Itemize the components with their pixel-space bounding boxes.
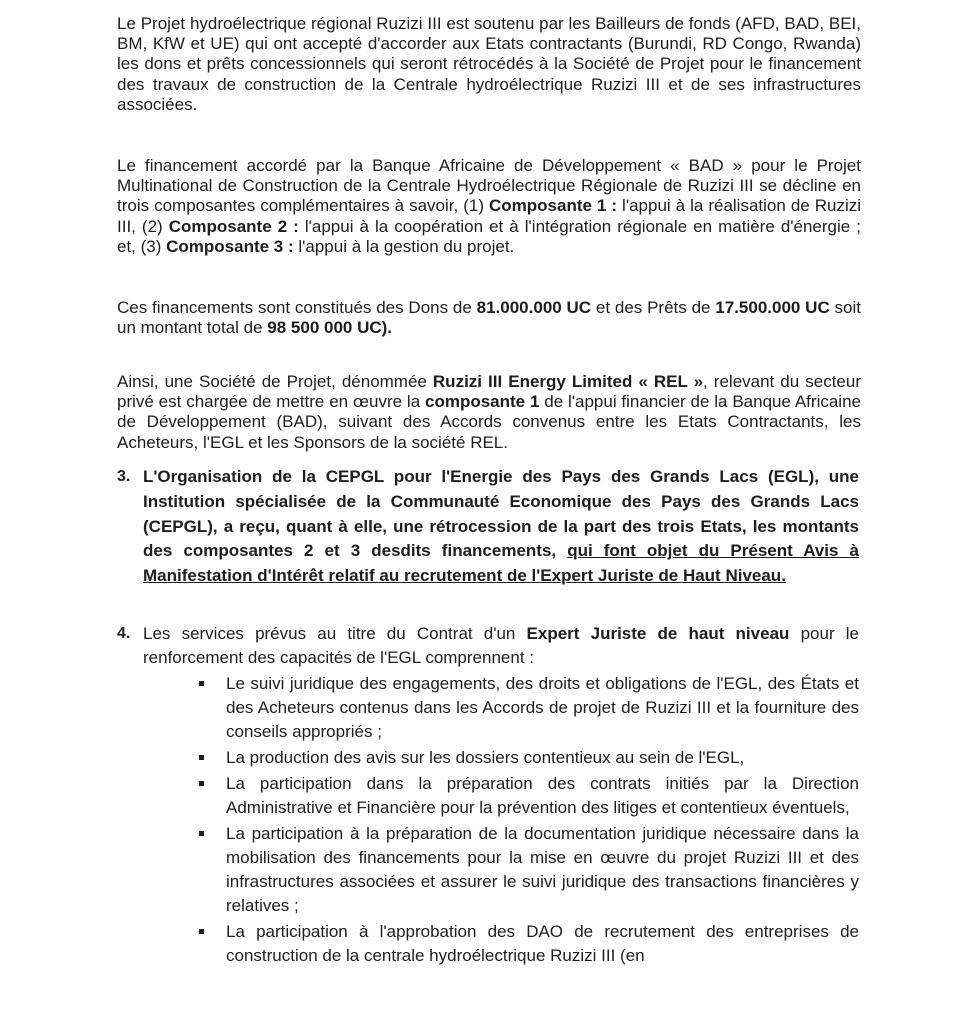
text-segment: Ces financements sont constitués des Dons de [117,298,477,317]
bullet-text: Le suivi juridique des engagements, des droits et obligations de l'EGL, des États et des Acheteurs contenus dans les Accords de projet de Ruzizi III et la fourniture des conseils appropriés ; [226,674,859,741]
bold-prets-amount: 17.500.000 UC [715,298,830,317]
bold-expert-title: Expert Juriste de haut niveau [526,624,790,643]
paragraph-montants [117,298,861,338]
bullet-text: La production des avis sur les dossiers contentieux au sein de l'EGL, [226,748,745,767]
list-item-3 [143,465,859,589]
text-segment: de l'appui financier de la Banque Africaine de Développement (BAD), suivant des Accords convenus entre les Etats Contractants, les Acheteurs, l'EGL et les Sponsors de la société REL. [117,392,861,452]
paragraph-bailleurs: Le Projet hydroélectrique régional Ruzizi III est soutenu par les Bailleurs de fonds (AFD, BAD, BEI, BM, KfW et UE) qui ont accepté d'accorder aux Etats contractants (Burundi, RD Congo, Rwanda) les dons et prêts concessionnels qui seront rétrocédés à la Société de Projet pour le financement des travaux de construction de la Centrale hydroélectrique Ruzizi III et de ses infrastructures associées. [117,14,861,114]
bullet-square-icon [199,831,204,836]
bold-composante-1: composante 1 [424,392,540,412]
underlined-text: qui font objet du Présent Avis à Manifestation d'Intérêt relatif au recrutement de l'Expert Juriste de Haut Niveau. [143,541,859,586]
list-item-4 [143,622,859,670]
bullet-square-icon [199,781,204,786]
list-item [199,772,859,820]
text-segment: Le financement accordé par la Banque Africaine de Développement « BAD » pour le Projet Multinational de Construction de la Centrale Hydroélectrique Régionale de Ruzizi III se décline en trois composantes complémentaires à savoir, (1) [117,156,861,216]
list-item [199,920,859,968]
list-item [199,746,859,770]
bullet-text: La participation à la préparation de la documentation juridique nécessaire dans la mobilisation des financements pour la mise en œuvre du projet Ruzizi III et des infrastructures associées et assurer le suivi juridique des transactions financières y relatives ; [226,824,859,915]
paragraph-financement-bad [117,156,861,257]
list-number-4: 4. [117,625,131,642]
text-segment: et des Prêts de [591,298,716,317]
services-bullet-list [199,672,859,970]
text-segment: , relevant du secteur privé est chargée de mettre en œuvre la [117,372,861,412]
bold-composante-1: Composante 1 : [489,196,618,216]
bullet-text: La participation à l'approbation des DAO de recrutement des entreprises de construction de la centrale hydroélectrique Ruzizi III (en [226,922,859,965]
bold-composante-3: Composante 3 : [166,236,294,256]
text-segment: l'appui à la réalisation de Ruzizi III, (2) [117,196,862,236]
text-segment: pour le renforcement des capacités de l'EGL comprennent : [143,624,859,667]
list-number-3: 3. [117,468,131,485]
text-segment: soit un montant total de [117,298,861,338]
bullet-text: La participation dans la préparation des contrats initiés par la Direction Administrative et Financière pour la prévention des litiges et contentieux éventuels, [226,774,859,817]
text-segment: Ainsi, une Société de Projet, dénommée [117,372,433,391]
text-segment: l'appui à la coopération et à l'intégration régionale en matière d'énergie ; et, (3) [117,216,861,256]
text-segment: L'Organisation de la CEPGL pour l'Energie des Pays des Grands Lacs (EGL), une Institution spécialisée de la Communauté Economique des Pays des Grands Lacs (CEPGL), a reçu, quant à elle, une rétrocession de la part des trois Etats, les montants des composantes 2 et 3 desdits financements, [143,467,859,561]
bullet-square-icon [199,755,204,760]
bold-rel-name: Ruzizi III Energy Limited « REL » [432,372,704,391]
bold-composante-2: Composante 2 : [168,216,299,236]
bullet-square-icon [199,681,204,686]
bullet-square-icon [199,929,204,934]
list-item [199,672,859,744]
text-segment: l'appui à la gestion du projet. [293,236,515,256]
list-item [199,822,859,918]
paragraph-societe-projet [117,372,861,453]
bold-total-amount: 98 500 000 UC). [267,318,393,338]
bold-dons-amount: 81.000.000 UC [476,298,592,317]
text-segment: Les services prévus au titre du Contrat d'un [143,624,527,643]
